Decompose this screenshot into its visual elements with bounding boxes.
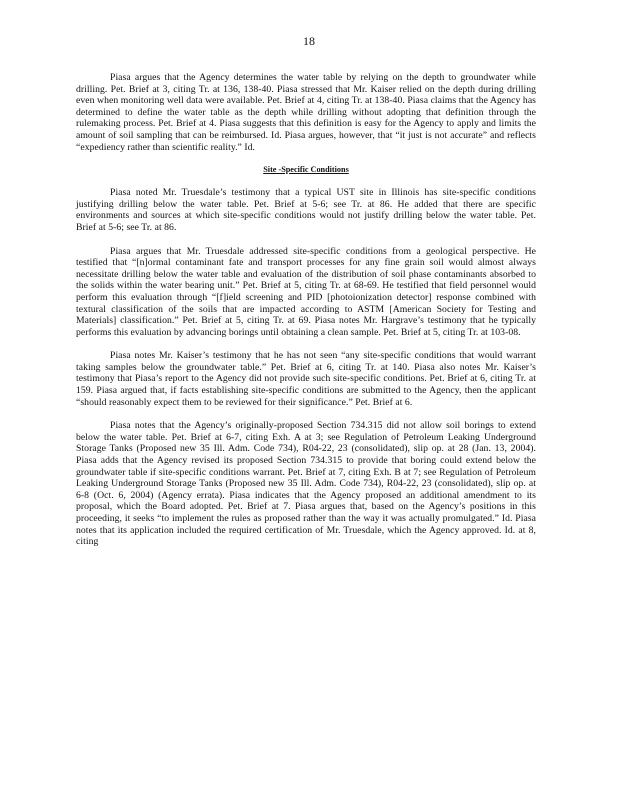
paragraph-section-734-315: Piasa notes that the Agency’s originally-proposed Section 734.315 did not allow soil borings to extend below the water table. Pet. Brief at 6-7, citing Exh. A at 3; see Regulation of Petroleum Leaking Underground Storage Tanks (Proposed new 35 Ill. Adm. Code 734), R04-22, 23 (consolidated), slip op. at 28 (Jan. 13, 2004). Piasa adds that the Agency revised its proposed Section 734.315 to provide that boring could extend below the groundwater table if site-specific conditions warrant. Pet. Brief at 7, citing Exh. B at 7; see Regulation of Petroleum Leaking Underground Storage Tanks (Proposed new 35 Ill. Adm. Code 734), R04-22, 23 (consolidated), slip op. at 6-8 (Oct. 6, 2004) (Agency errata). Piasa indicates that the Agency proposed an additional amendment to its proposal, which the Board adopted. Pet. Brief at 7. Piasa argues that, based on the Agency’s positions in this proceeding, it seeks “to implement the rules as proposed rather than the way it was actually promulgated.” Id. Piasa notes that its application included the required certification of Mr. Truesdale, which the Agency approved. Id. at 8, citing: [76, 420, 536, 548]
page-number: 18: [303, 34, 315, 48]
section-heading: Site -Specific Conditions: [263, 165, 349, 175]
paragraph-truesdale-testimony: Piasa noted Mr. Truesdale’s testimony that a typical UST site in Illinois has site-specific conditions justifying drilling below the water table. Pet. Brief at 5-6; see Tr. at 86. He added that there are specific environments and sources at which site-specific conditions would not justify drilling below the water table. Pet. Brief at 5-6; see Tr. at 86.: [76, 187, 536, 233]
paragraph-geological-perspective: Piasa argues that Mr. Truesdale addressed site-specific conditions from a geological perspective. He testified that “[n]ormal contaminant fate and transport processes for any fine grain soil would almost always necessitate drilling below the water table and evaluation of the distribution of soil phase contaminants absorbed to the solids within the water bearing unit.” Pet. Brief at 5, citing Tr. at 68-69. He testified that field personnel would perform this evaluation through “[f]ield screening and PID [photoionization detector] response combined with textural classification of the soils that are impacted according to ASTM [American Society for Testing and Materials] classification.” Pet. Brief at 5, citing Tr. at 69. Piasa notes Mr. Hargrave’s testimony that he typically performs this evaluation by advancing borings until obtaining a clean sample. Pet. Brief at 5, citing Tr. at 103-08.: [76, 245, 536, 338]
paragraph-kaiser-testimony: Piasa notes Mr. Kaiser’s testimony that he has not seen “any site-specific conditions that would warrant taking samples below the groundwater table.” Pet. Brief at 6, citing Tr. at 140. Piasa also notes Mr. Kaiser’s testimony that Piasa’s report to the Agency did not provide such site-specific conditions. Pet. Brief at 6, citing Tr. at 159. Piasa argued that, if facts establishing site-specific conditions are submitted to the Agency, then the applicant “should reasonably expect them to be reviewed for their significance.” Pet. Brief at 6.: [76, 350, 536, 408]
document-body: [76, 72, 536, 560]
paragraph-water-table-depth: Piasa argues that the Agency determines the water table by relying on the depth to groundwater while drilling. Pet. Brief at 3, citing Tr. at 136, 138-40. Piasa stressed that Mr. Kaiser relied on the depth during drilling even when monitoring well data were available. Pet. Brief at 4, citing Tr. at 138-40. Piasa claims that the Agency has determined to define the water table as the depth while drilling without adopting that definition through the rulemaking process. Pet. Brief at 4. Piasa suggests that this definition is easy for the Agency to apply and limits the amount of soil sampling that can be reimbursed. Id. Piasa argues, however, that “it just is not accurate” and reflects “expediency rather than scientific reality.” Id.: [76, 72, 536, 153]
